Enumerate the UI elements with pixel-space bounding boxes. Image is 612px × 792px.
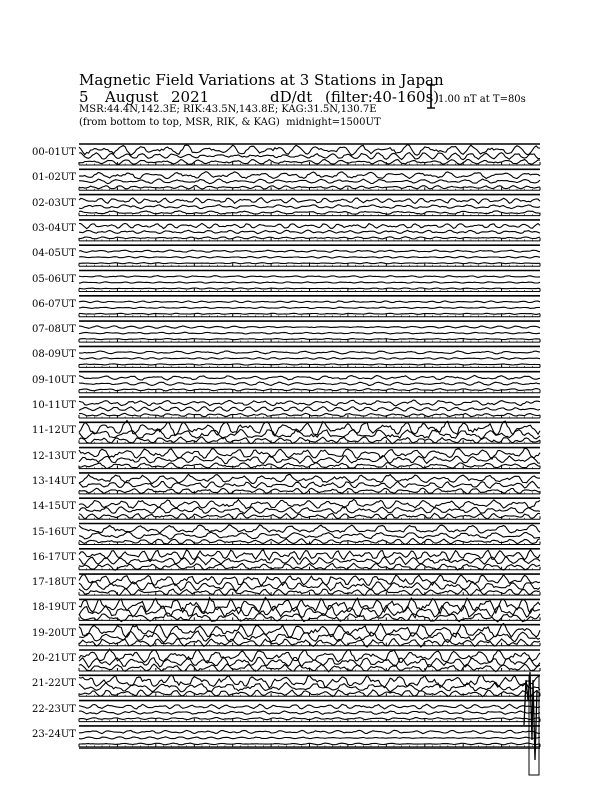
hour-label: 07-08UT — [32, 324, 76, 336]
trace-kag — [79, 198, 540, 204]
hour-row — [79, 220, 540, 241]
hour-row — [79, 574, 540, 595]
date-month: August — [105, 88, 159, 106]
hour-label: 00-01UT — [32, 147, 76, 158]
hour-row — [79, 448, 540, 469]
trace-rik — [79, 256, 540, 258]
trace-rik — [79, 737, 540, 739]
trace-kag — [79, 649, 540, 663]
hour-row — [79, 346, 540, 367]
hour-label: 05-06UT — [32, 273, 76, 285]
hour-row — [79, 649, 540, 672]
hour-row — [79, 549, 540, 570]
hour-rows — [79, 144, 540, 748]
scale-label: 1.00 nT at T=80s — [438, 94, 526, 105]
trace-kag — [79, 704, 540, 709]
chart-title: Magnetic Field Variations at 3 Stations in Japan — [79, 71, 444, 89]
hour-label: 20-21UT — [32, 653, 76, 664]
trace-rik — [79, 230, 540, 234]
order-note: (from bottom to top, MSR, RIK, & KAG) — [79, 117, 280, 128]
hour-label: 11-12UT — [32, 425, 76, 437]
hour-label: 14-15UT — [32, 501, 76, 513]
hour-row — [79, 598, 540, 622]
trace-rik — [79, 358, 540, 360]
hour-label: 09-10UT — [32, 374, 76, 386]
hour-row — [79, 144, 540, 165]
hour-row — [79, 524, 540, 545]
hour-label: 13-14UT — [32, 475, 76, 487]
trace-rik — [79, 179, 540, 184]
trace-rik — [79, 407, 540, 412]
hour-label: 23-24UT — [32, 728, 76, 740]
station-coordinates: MSR:44.4N,142.3E; RIK:43.5N,143.8E; KAG:31.5N,130.7E — [79, 104, 377, 115]
trace-rik — [79, 507, 540, 514]
hour-label: 15-16UT — [32, 526, 76, 538]
filter-label: (filter:40-160s) — [325, 88, 440, 106]
date-day: 5 — [79, 88, 89, 106]
hour-row — [79, 321, 540, 342]
hour-row — [79, 397, 540, 418]
quantity-label: dD/dt — [270, 88, 313, 106]
trace-rik — [79, 282, 540, 283]
trace-kag — [79, 730, 540, 733]
trace-kag — [79, 276, 540, 278]
trace-kag — [79, 375, 540, 380]
date-year: 2021 — [171, 88, 210, 106]
trace-rik — [79, 532, 540, 539]
hour-label: 17-18UT — [32, 577, 76, 589]
hour-label: 19-20UT — [32, 627, 76, 639]
hour-row — [79, 245, 540, 266]
hour-label: 16-17UT — [32, 551, 76, 563]
hour-row — [79, 372, 540, 393]
hour-label: 06-07UT — [32, 298, 76, 310]
trace-kag — [79, 400, 540, 406]
hour-row — [79, 421, 540, 444]
trace-rik — [79, 382, 540, 386]
hour-label: 03-04UT — [32, 222, 76, 234]
hour-row — [79, 726, 540, 747]
hour-row — [79, 624, 540, 648]
trace-rik — [79, 456, 540, 464]
trace-rik — [79, 682, 540, 692]
trace-rik — [79, 153, 540, 160]
hour-row — [79, 169, 540, 190]
hour-row — [79, 498, 540, 519]
hour-label: 02-03UT — [32, 197, 76, 209]
midnight-note: midnight=1500UT — [286, 117, 381, 128]
trace-kag — [79, 575, 540, 586]
trace-kag — [79, 250, 540, 252]
trace-kag — [79, 351, 540, 354]
trace-rik — [79, 481, 540, 488]
trace-rik — [79, 307, 540, 308]
trace-kag — [79, 326, 540, 328]
trace-kag — [79, 301, 540, 303]
trace-kag — [79, 500, 540, 509]
trace-kag — [79, 525, 540, 533]
trace-rik — [79, 332, 540, 334]
trace-kag — [79, 550, 540, 560]
hour-row — [79, 271, 540, 292]
hour-row — [79, 473, 540, 494]
hour-row — [79, 701, 540, 722]
trace-rik — [79, 205, 540, 209]
hour-row — [79, 296, 540, 317]
trace-kag — [79, 223, 540, 228]
hour-label: 04-05UT — [32, 248, 76, 260]
trace-kag — [79, 172, 540, 179]
trace-rik — [79, 711, 540, 715]
hour-row — [79, 195, 540, 216]
scale-bar — [427, 85, 435, 108]
hour-label: 08-09UT — [32, 349, 76, 361]
hour-label: 21-22UT — [32, 678, 76, 690]
trace-rik — [79, 582, 540, 592]
hour-label: 18-19UT — [32, 602, 76, 614]
hour-row — [79, 675, 540, 697]
hour-label: 01-02UT — [32, 172, 76, 184]
hour-label: 10-11UT — [32, 400, 76, 411]
hour-label: 22-23UT — [32, 703, 76, 715]
trace-kag — [79, 474, 540, 484]
hour-label: 12-13UT — [32, 450, 76, 462]
